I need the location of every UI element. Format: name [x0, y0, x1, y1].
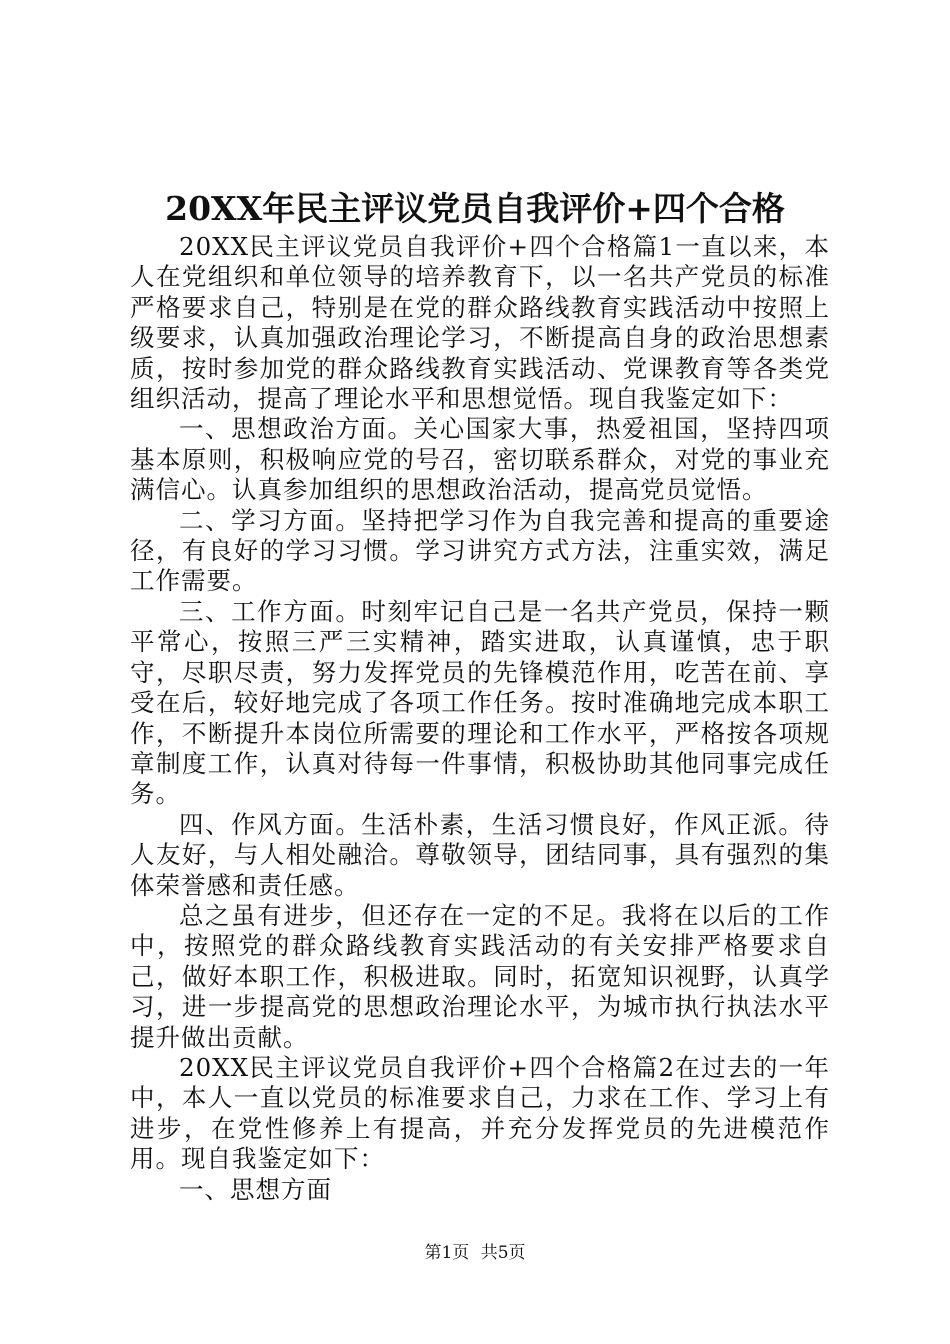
paragraph: 一、思想方面 [179, 1174, 332, 1204]
paragraph: 20XX民主评议党员自我评价+四个合格篇2在过去的一年中，本人一直以党员的标准要求自己，力求在工作、学习上有进步，在党性修养上有提高，并充分发挥党员的先进模范作用。现自我鉴定如下： [130, 1052, 830, 1174]
page-footer [0, 1240, 950, 1266]
paragraph: 三、工作方面。时刻牢记自己是一名共产党员，保持一颗平常心，按照三严三实精神，踏实进取，认真谨慎，忠于职守，尽职尽责，努力发挥党员的先锋模范作用，吃苦在前、享受在后，较好地完成了各项工作任务。按时准确地完成本职工作，不断提升本岗位所需要的理论和工作水平，严格按各项规章制度工作，认真对待每一件事情，积极协助其他同事完成任务。 [130, 596, 830, 809]
page-number: 第1页 [424, 1243, 470, 1263]
paragraph: 总之虽有进步，但还存在一定的不足。我将在以后的工作中，按照党的群众路线教育实践活动的有关安排严格要求自己，做好本职工作，积极进取。同时，拓宽知识视野，认真学习，进一步提高党的思想政治理论水平，为城市执行执法水平提升做出贡献。 [130, 900, 830, 1052]
page-total: 共5页 [480, 1243, 526, 1263]
paragraph: 一、思想政治方面。关心国家大事，热爱祖国，坚持四项基本原则，积极响应党的号召，密切联系群众，对党的事业充满信心。认真参加组织的思想政治活动，提高党员觉悟。 [130, 414, 830, 505]
paragraph: 四、作风方面。生活朴素，生活习惯良好，作风正派。待人友好，与人相处融洽。尊敬领导，团结同事，具有强烈的集体荣誉感和责任感。 [130, 809, 830, 900]
document-title: 20XX年民主评议党员自我评价+四个合格 [165, 189, 785, 228]
paragraph: 二、学习方面。坚持把学习作为自我完善和提高的重要途径，有良好的学习习惯。学习讲究方式方法，注重实效，满足工作需要。 [130, 505, 830, 596]
paragraph: 20XX民主评议党员自我评价+四个合格篇1一直以来，本人在党组织和单位领导的培养教育下，以一名共产党员的标准严格要求自己，特别是在党的群众路线教育实践活动中按照上级要求，认真加强政治理论学习，不断提高自身的政治思想素质，按时参加党的群众路线教育实践活动、党课教育等各类党组织活动，提高了理论水平和思想觉悟。现自我鉴定如下： [130, 232, 830, 414]
document-body [130, 232, 830, 1205]
